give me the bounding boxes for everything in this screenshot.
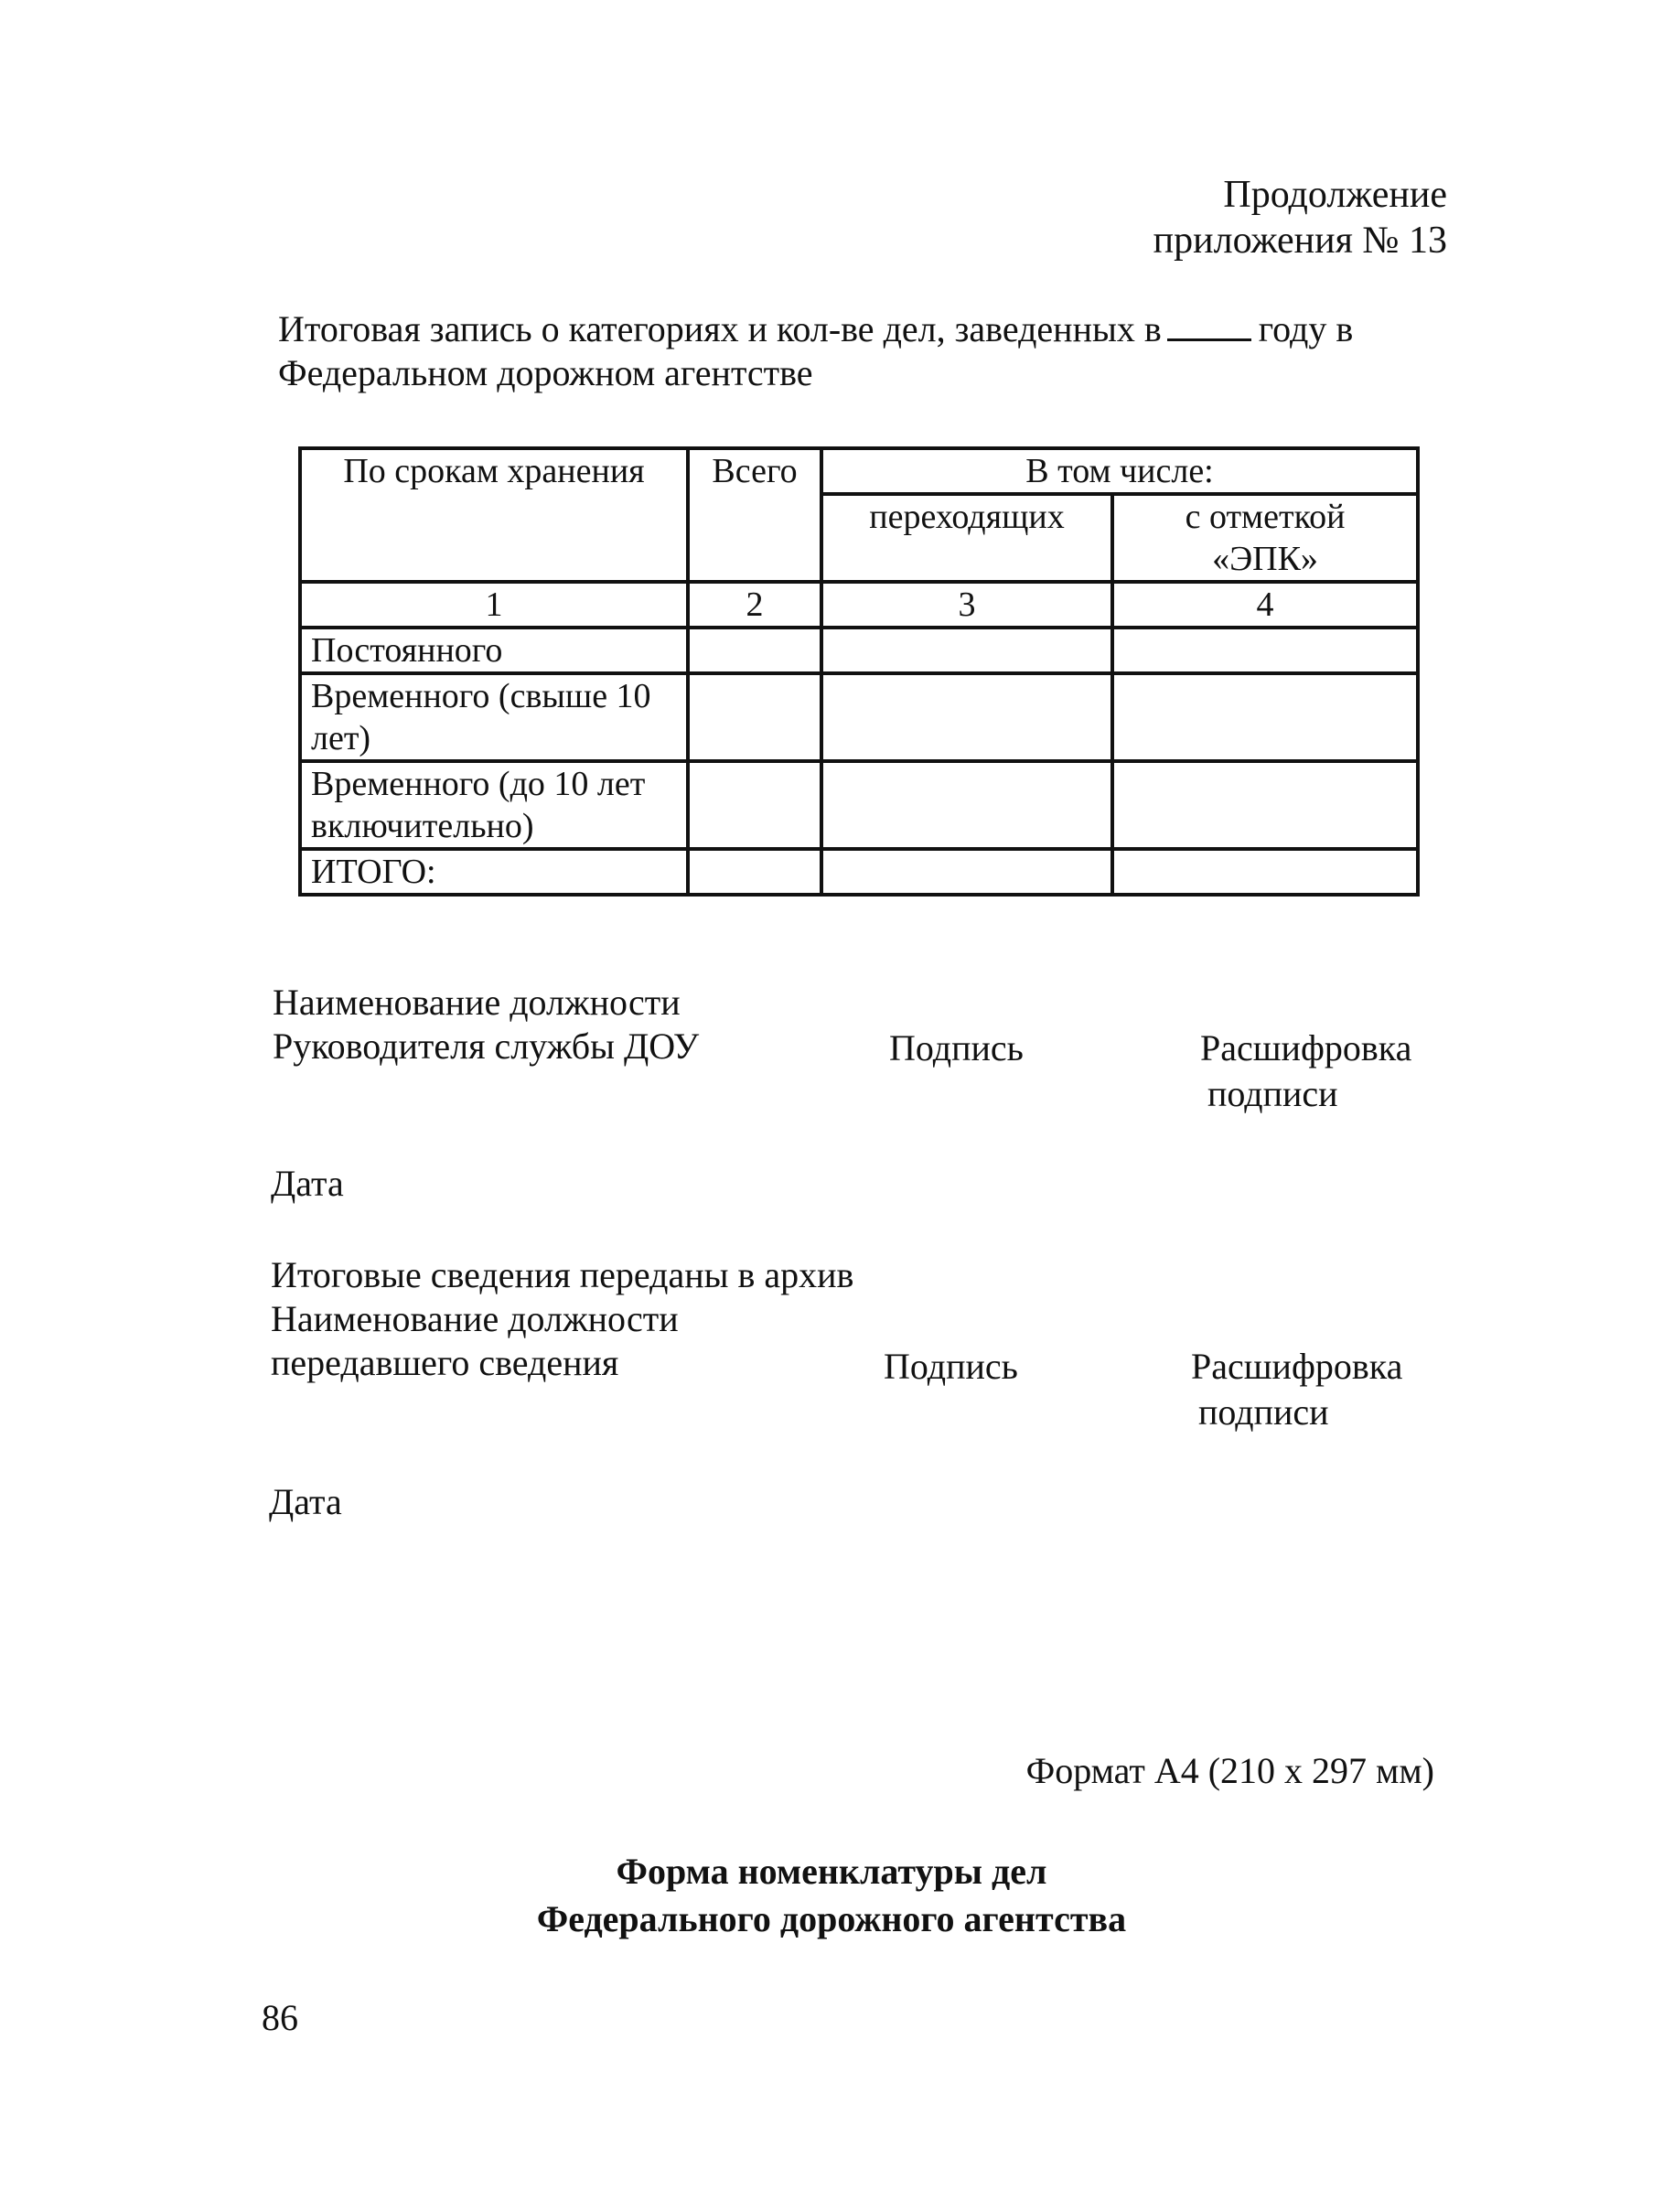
signature-decoding-label: Расшифровка [1200,1027,1412,1068]
header-including: В том числе: [821,448,1418,494]
position-line1: Наименование должности [271,1298,679,1339]
table-row [300,673,1418,761]
row-label: Постоянного [300,628,688,673]
cell-transitional[interactable] [821,761,1112,849]
format-note: Формат А4 (210 х 297 мм) [1025,1750,1434,1791]
row-label: Временного (свыше 10 лет) [300,673,688,761]
cell-epk[interactable] [1112,761,1418,849]
signature-label: Подпись [884,1346,1018,1387]
cell-total[interactable] [688,849,821,895]
form-title [0,1848,1663,1943]
archive-note: Итоговые сведения переданы в архив [271,1254,854,1295]
signature-block-head [273,981,699,1068]
cell-epk[interactable] [1112,628,1418,673]
appendix-header-line1: Продолжение [1223,174,1447,216]
header-epk: с отметкой «ЭПК» [1112,494,1418,582]
table-row [300,849,1418,895]
header-total: Всего [688,448,821,582]
intro-part1: Итоговая запись о категориях и кол-ве дел, заведенных в [278,308,1162,349]
row-label: ИТОГО: [300,849,688,895]
row-label: Временного (до 10 лет включительно) [300,761,688,849]
signature-decoding-label-line2: подписи [1198,1391,1329,1433]
cell-transitional[interactable] [821,849,1112,895]
header-retention: По срокам хранения [300,448,688,582]
column-number: 4 [1112,582,1418,628]
date-label: Дата [271,1163,344,1204]
signature-label: Подпись [889,1027,1024,1068]
intro-text [278,307,1353,395]
table-row [300,761,1418,849]
appendix-header [1153,172,1447,263]
cell-total[interactable] [688,761,821,849]
cell-transitional[interactable] [821,673,1112,761]
cell-epk[interactable] [1112,673,1418,761]
header-transitional: переходящих [821,494,1112,582]
column-number: 2 [688,582,821,628]
cell-total[interactable] [688,673,821,761]
form-title-line1: Форма номенклатуры дел [616,1851,1047,1892]
intro-line1 [278,307,1353,351]
archive-signature-block [271,1253,853,1385]
column-number: 1 [300,582,688,628]
cell-total[interactable] [688,628,821,673]
date-label: Дата [269,1481,342,1522]
cell-transitional[interactable] [821,628,1112,673]
cell-epk[interactable] [1112,849,1418,895]
form-title-line2: Федерального дорожного агентства [536,1898,1127,1939]
appendix-header-line2: приложения № 13 [1153,220,1447,262]
page-number: 86 [262,1997,298,2038]
table-row [300,628,1418,673]
position-line1: Наименование должности [273,982,681,1023]
column-number: 3 [821,582,1112,628]
signature-decoding-label: Расшифровка [1191,1346,1403,1387]
intro-part2: году в [1258,308,1354,349]
year-blank [1167,338,1251,341]
summary-table [298,446,1420,897]
intro-line2: Федеральном дорожном агентстве [278,352,813,393]
position-line2: передавшего сведения [271,1342,619,1383]
signature-decoding-label-line2: подписи [1207,1073,1338,1114]
position-line2: Руководителя службы ДОУ [273,1025,700,1067]
